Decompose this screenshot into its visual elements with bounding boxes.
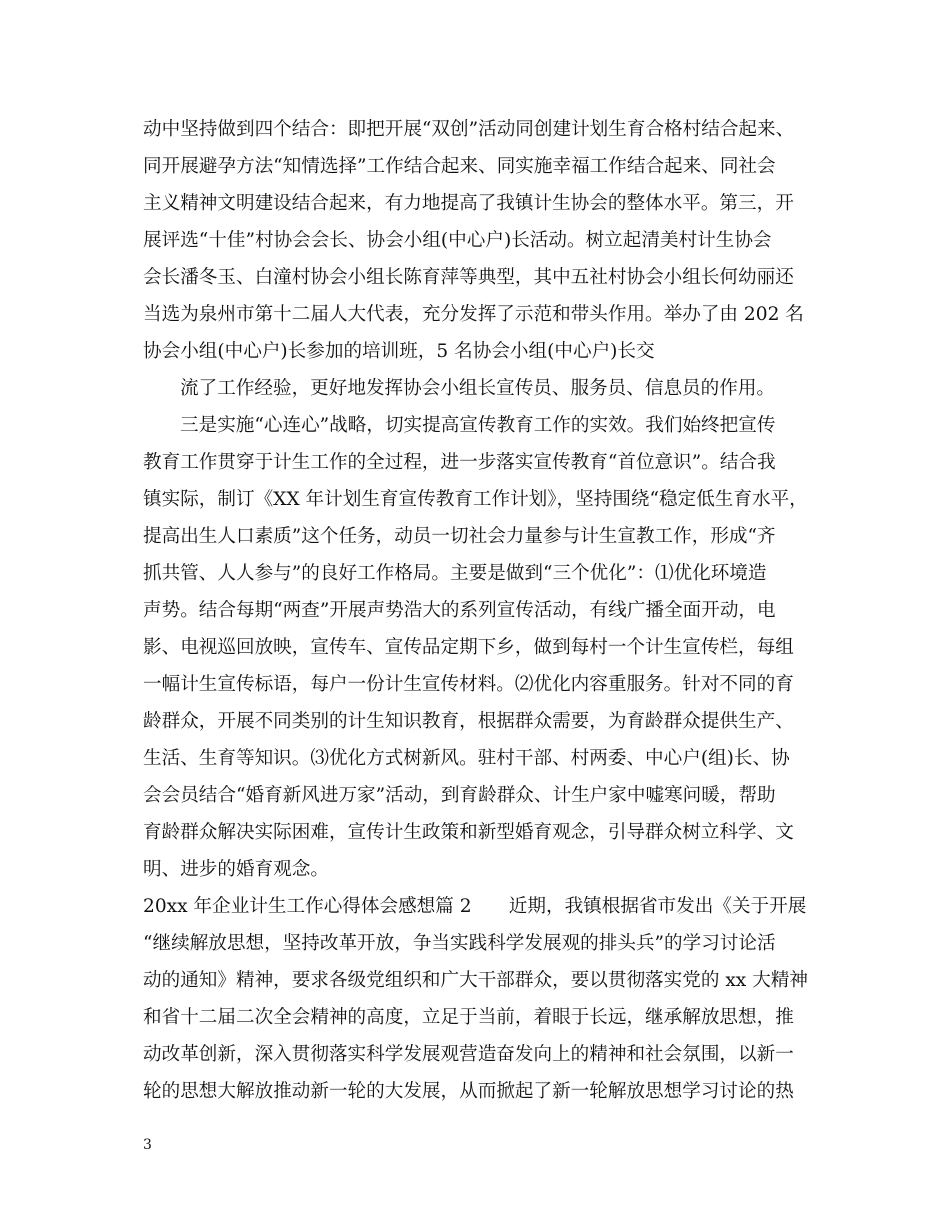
text-line: “继续解放思想，坚持改革开放，争当实践科学发展观的排头兵”的学习讨论活 xyxy=(143,933,776,954)
text-line: 影、电视巡回放映，宣传车、宣传品定期下乡，做到每村一个计生宣传栏，每组 xyxy=(143,637,794,658)
text-line: 和省十二届二次全会精神的高度，立足于当前，着眼于长远，继承解放思想，推 xyxy=(143,1007,794,1028)
text-line: 生活、生育等知识。⑶优化方式树新风。驻村干部、村两委、中心户(组)长、协 xyxy=(143,748,790,769)
text-line: 提高出生人口素质”这个任务，动员一切社会力量参与计生宣教工作，形成“齐 xyxy=(143,526,776,547)
text-line: 教育工作贯穿于计生工作的全过程，进一步落实宣传教育“首位意识”。结合我 xyxy=(143,452,776,473)
text-line: 明、进步的婚育观念。 xyxy=(143,859,329,880)
text-line: 会会员结合“婚育新风进万家”活动，到育龄群众、计生户家中嘘寒问暖，帮助 xyxy=(143,785,776,806)
text-line: 抓共管、人人参与”的良好工作格局。主要是做到“三个优化”：⑴优化环境造 xyxy=(143,563,767,584)
text-line: 流了工作经验，更好地发挥协会小组长宣传员、服务员、信息员的作用。 xyxy=(180,378,776,399)
text-line: 龄群众，开展不同类别的计生知识教育，根据群众需要，为育龄群众提供生产、 xyxy=(143,711,794,732)
text-line: 一幅计生宣传标语，每户一份计生宣传材料。⑵优化内容重服务。针对不同的育 xyxy=(143,674,794,695)
text-line: 当选为泉州市第十二届人大代表，充分发挥了示范和带头作用。举办了由 202 名 xyxy=(143,304,804,325)
text-line: 动的通知》精神，要求各级党组织和广大干部群众，要以贯彻落实党的 xx 大精神 xyxy=(143,970,808,991)
text-line: 同开展避孕方法“知情选择”工作结合起来、同实施幸福工作结合起来、同社会 xyxy=(143,156,776,177)
section-heading-line: 20xx 年企业计生工作心得体会感想篇 2 近期，我镇根据省市发出《关于开展 xyxy=(143,896,807,917)
text-line: 协会小组(中心户)长参加的培训班，5 名协会小组(中心户)长交 xyxy=(143,341,655,362)
text-line: 动改革创新，深入贯彻落实科学发展观营造奋发向上的精神和社会氛围，以新一 xyxy=(143,1044,794,1065)
text-line: 展评选“十佳”村协会会长、协会小组(中心户)长活动。树立起清美村计生协会 xyxy=(143,230,772,251)
paragraph-start-line: 三是实施“心连心”战略，切实提高宣传教育工作的实效。我们始终把宣传 xyxy=(180,415,776,436)
text-line: 育龄群众解决实际困难，宣传计生政策和新型婚育观念，引导群众树立科学、文 xyxy=(143,822,794,843)
text-line: 主义精神文明建设结合起来，有力地提高了我镇计生协会的整体水平。第三，开 xyxy=(143,193,794,214)
page-number: 3 xyxy=(143,1137,152,1153)
text-line: 会长潘冬玉、白潼村协会小组长陈育萍等典型，其中五社村协会小组长何幼丽还 xyxy=(143,267,794,288)
text-line: 声势。结合每期“两查”开展声势浩大的系列宣传活动，有线广播全面开动，电 xyxy=(143,600,776,621)
text-line: 动中坚持做到四个结合：即把开展“双创”活动同创建计划生育合格村结合起来、 xyxy=(143,119,795,140)
text-line: 镇实际，制订《XX 年计划生育宣传教育工作计划》，坚持围绕“稳定低生育水平， xyxy=(143,489,808,510)
text-line: 轮的思想大解放推动新一轮的大发展，从而掀起了新一轮解放思想学习讨论的热 xyxy=(143,1081,794,1102)
